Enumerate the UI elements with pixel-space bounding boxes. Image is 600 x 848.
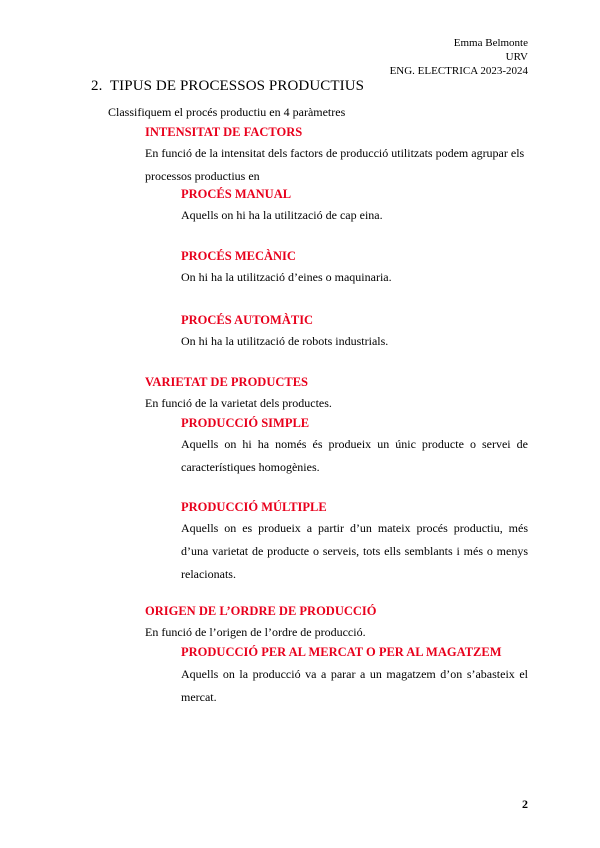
- group-title-origen: ORIGEN DE L’ORDRE DE PRODUCCIÓ: [145, 604, 377, 618]
- page-number: 2: [522, 797, 528, 811]
- item-text-proces-mecanic: On hi ha la utilització d’eines o maquinaria.: [181, 270, 392, 284]
- header-course: ENG. ELECTRICA 2023-2024: [389, 65, 528, 77]
- section-title: TIPUS DE PROCESSOS PRODUCTIUS: [109, 78, 365, 94]
- section-intro: Classifiquem el procés productiu en 4 paràmetres: [108, 105, 346, 119]
- header-institution: URV: [505, 51, 528, 63]
- group-description-intensitat: En funció de la intensitat dels factors de producció utilitzats podem agrupar els processos productius en: [145, 146, 525, 183]
- item-text-proces-automatic: On hi ha la utilització de robots industrials.: [181, 334, 389, 348]
- item-title-proces-mecanic: PROCÉS MECÀNIC: [181, 249, 296, 263]
- group-description-origen: En funció de l’origen de l’ordre de producció.: [145, 625, 366, 639]
- item-title-proces-manual: PROCÉS MANUAL: [181, 187, 292, 201]
- item-title-produccio-mercat: PRODUCCIÓ PER AL MERCAT O PER AL MAGATZEM: [181, 645, 502, 659]
- item-title-produccio-multiple: PRODUCCIÓ MÚLTIPLE: [181, 500, 327, 514]
- item-text-produccio-simple: Aquells on hi ha només és produeix un únic producte o servei de característiques homogènies.: [181, 437, 528, 474]
- group-description-varietat: En funció de la varietat dels productes.: [145, 396, 332, 410]
- item-title-produccio-simple: PRODUCCIÓ SIMPLE: [181, 416, 310, 430]
- item-text-produccio-multiple: Aquells on es produeix a partir d’un mateix procés productiu, més d’una varietat de producte o serveis, tots ells semblants i més o menys relacionats.: [181, 521, 528, 581]
- section-heading: [91, 78, 364, 95]
- item-text-proces-manual: Aquells on hi ha la utilització de cap eina.: [181, 208, 383, 222]
- item-text-produccio-mercat: Aquells on la producció va a parar a un magatzem d’on s’abasteix el mercat.: [181, 667, 528, 704]
- section-number: 2.: [91, 78, 103, 94]
- item-title-proces-automatic: PROCÉS AUTOMÀTIC: [181, 313, 314, 327]
- header-author: Emma Belmonte: [453, 37, 528, 49]
- group-title-varietat: VARIETAT DE PRODUCTES: [145, 375, 309, 389]
- group-title-intensitat: INTENSITAT DE FACTORS: [145, 125, 303, 139]
